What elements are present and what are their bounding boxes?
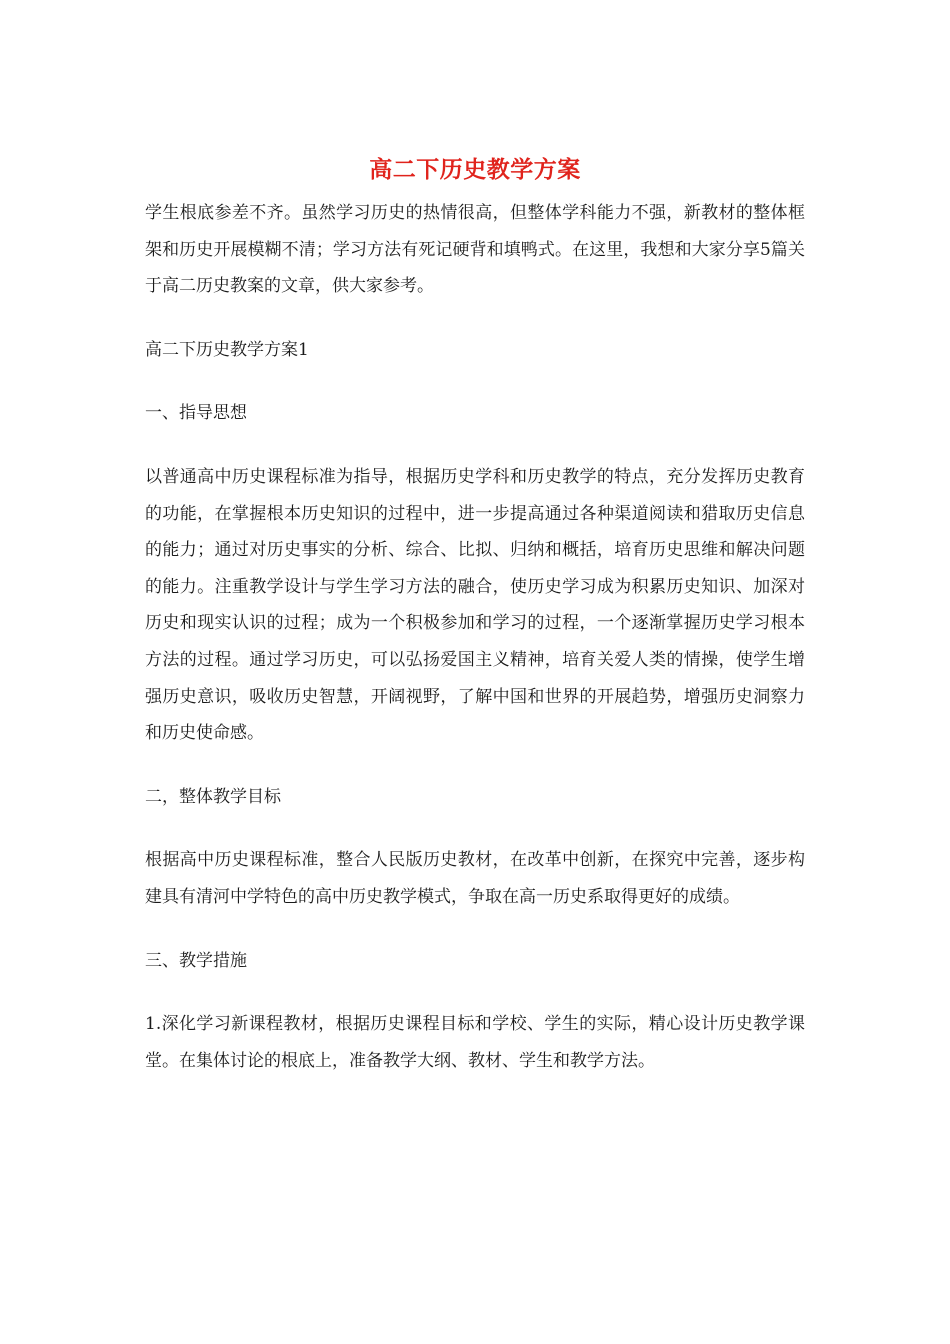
document-body	[145, 195, 805, 1079]
paragraph-gap	[145, 368, 805, 395]
paragraph-gap	[145, 979, 805, 1006]
section-heading-plan-1: 高二下历史教学方案1	[145, 339, 309, 360]
document-title: 高二下历史教学方案	[369, 156, 581, 183]
paragraph-gap	[145, 752, 805, 779]
teaching-measures-item-1: 1.深化学习新课程教材，根据历史课程目标和学校、学生的实际，精心设计历史教学课堂。在集体讨论的根底上，准备教学大纲、教材、学生和教学方法。	[145, 1014, 805, 1071]
paragraph-gap	[145, 432, 805, 459]
paragraph-gap	[145, 815, 805, 842]
section-heading-guiding-ideology: 一、指导思想	[145, 403, 247, 424]
paragraph-gap	[145, 305, 805, 332]
guiding-ideology-paragraph: 以普通高中历史课程标准为指导，根据历史学科和历史教学的特点，充分发挥历史教育的功能，在掌握根本历史知识的过程中，进一步提高通过各种渠道阅读和猎取历史信息的能力；通过对历史事实的分析、综合、比拟、归纳和概括，培育历史思维和解决问题的能力。注重教学设计与学生学习方法的融合，使历史学习成为积累历史知识、加深对历史和现实认识的过程；成为一个积极参加和学习的过程，一个逐渐掌握历史学习根本方法的过程。通过学习历史，可以弘扬爱国主义精神，培育关爱人类的情操，使学生增强历史意识，吸收历史智慧，开阔视野，了解中国和世界的开展趋势，增强历史洞察力和历史使命感。	[145, 466, 805, 744]
paragraph-gap	[145, 916, 805, 943]
section-heading-teaching-measures: 三、教学措施	[145, 950, 247, 971]
teaching-goals-paragraph: 根据高中历史课程标准，整合人民版历史教材，在改革中创新，在探究中完善，逐步构建具有清河中学特色的高中历史教学模式，争取在高一历史系取得更好的成绩。	[145, 850, 805, 907]
section-heading-teaching-goals: 二，整体教学目标	[145, 786, 281, 807]
intro-paragraph: 学生根底参差不齐。虽然学习历史的热情很高，但整体学科能力不强，新教材的整体框架和历史开展模糊不清；学习方法有死记硬背和填鸭式。在这里，我想和大家分享5篇关于高二历史教案的文章，供大家参考。	[145, 203, 805, 297]
